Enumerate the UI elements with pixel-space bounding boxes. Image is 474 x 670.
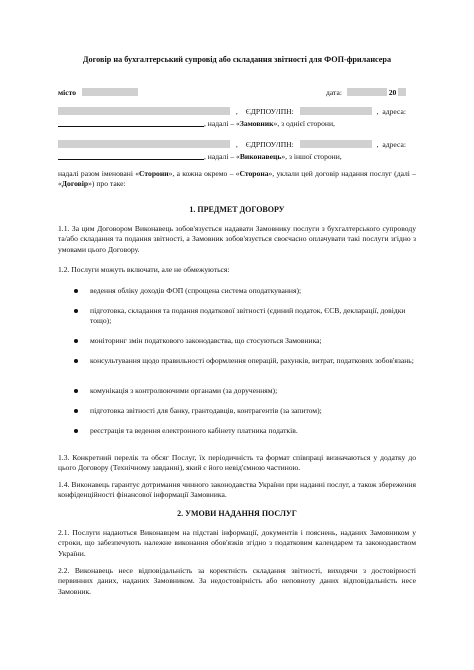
customer-edrpou-field[interactable] xyxy=(300,107,372,115)
party-customer-line1: , ЄДРПОУ/ІПН: , адреса: xyxy=(58,107,424,117)
contractor-suffix-post: », з іншої сторони, xyxy=(281,152,342,161)
date-row xyxy=(326,88,406,98)
clause-1-4: 1.4. Виконавець гарантує дотримання чинного законодавства України при наданні послуг, а також збереження конфіденційності фінансової інформації Замовника. xyxy=(58,480,416,500)
clause-1-2: 1.2. Послуги можуть включати, але не обмежуються: xyxy=(58,265,230,274)
list-item: ведення обліку доходів ФОП (спрощена система оподаткування); xyxy=(90,286,302,295)
list-item: комунікація з контролюючими органами (за дорученням); xyxy=(90,386,278,395)
contractor-role: Виконавець xyxy=(239,152,282,161)
section-2-heading: 2. УМОВИ НАДАННЯ ПОСЛУГ xyxy=(177,509,297,518)
customer-edrpou-label: ЄДРПОУ/ІПН: xyxy=(245,107,294,116)
date-field[interactable] xyxy=(347,88,387,96)
list-item: реєстрація та ведення електронного кабінету платника податків. xyxy=(90,426,298,435)
party-customer-line2 xyxy=(58,118,424,129)
customer-name-field[interactable] xyxy=(58,107,230,115)
contractor-suffix-pre: , надалі – « xyxy=(204,152,240,161)
clause-1-1: 1.1. За цим Договором Виконавець зобов'язується надавати Замовнику послуги з бухгалтерського супроводу та/або складання та подання звітності, а Замовник зобов'язується своєчасно оплачувати такі послуги згідно з умовами цього Договору. xyxy=(58,224,416,254)
list-item: підготовка, складання та подання податкової звітності (єдиний податок, ЄСВ, декларації, довідки тощо); xyxy=(90,306,406,326)
clause-2-2: 2.2. Виконавець несе відповідальність за коректність складання звітності, виходячи з достовірності первинних даних, наданих Замовником. За недостовірність або неповноту даних відповідальність несе Замовник. xyxy=(58,566,416,596)
intro-paragraph: надалі разом іменовані «Сторони», а кожна окремо – «Сторона», уклали цей договір надання послуг (далі – «Договір») про таке: xyxy=(58,169,416,189)
bullet-dot xyxy=(74,309,78,313)
party-contractor-line2 xyxy=(58,151,424,162)
contractor-edrpou-field[interactable] xyxy=(300,140,372,148)
date-year-field[interactable] xyxy=(398,88,406,96)
contractor-address-label: адреса: xyxy=(382,140,406,149)
customer-suffix-post: », з однієї сторони, xyxy=(273,119,335,128)
bullet-dot xyxy=(74,409,78,413)
bullet-dot xyxy=(74,429,78,433)
bullet-dot xyxy=(74,359,78,363)
list-item: моніторинг змін податкового законодавства, що стосуються Замовника; xyxy=(90,336,322,345)
clause-2-1: 2.1. Послуги надаються Виконавцем на підставі інформації, документів і пояснень, наданих Замовником у строки, що забезпечують належне виконання обов'язків згідно з податковим календарем та законодавством України. xyxy=(58,528,416,558)
date-label: дата: xyxy=(326,88,342,97)
city-field[interactable] xyxy=(82,88,138,96)
bullet-dot xyxy=(74,289,78,293)
customer-address-label: адреса: xyxy=(382,107,406,116)
customer-role: Замовник xyxy=(239,119,274,128)
date-year: 20 xyxy=(388,88,397,97)
city-row xyxy=(58,88,138,98)
party-contractor-line1: , ЄДРПОУ/ІПН: , адреса: xyxy=(58,140,424,150)
city-label: місто xyxy=(58,88,77,97)
contractor-edrpou-label: ЄДРПОУ/ІПН: xyxy=(245,140,294,149)
customer-address-field[interactable] xyxy=(58,118,204,127)
bullet-dot xyxy=(74,389,78,393)
document-title: Договір на бухгалтерський супровід або складання звітності для ФОП-фрилансера xyxy=(82,55,392,64)
contractor-address-field[interactable] xyxy=(58,151,204,160)
list-item: консультування щодо правильності оформлення операцій, рахунків, витрат, податкових зобов'язань; xyxy=(90,356,414,365)
customer-suffix-pre: , надалі – « xyxy=(204,119,240,128)
section-1-heading: 1. ПРЕДМЕТ ДОГОВОРУ xyxy=(189,205,285,214)
list-item: підготовка звітності для банку, грантодавців, контрагентів (за запитом); xyxy=(90,406,322,415)
bullet-dot xyxy=(74,339,78,343)
clause-1-3: 1.3. Конкретний перелік та обсяг Послуг, їх періодичність та формат співпраці визначаються у додатку до цього Договору (Технічному завданні), який є його невід'ємною частиною. xyxy=(58,453,416,473)
contractor-name-field[interactable] xyxy=(58,140,230,148)
